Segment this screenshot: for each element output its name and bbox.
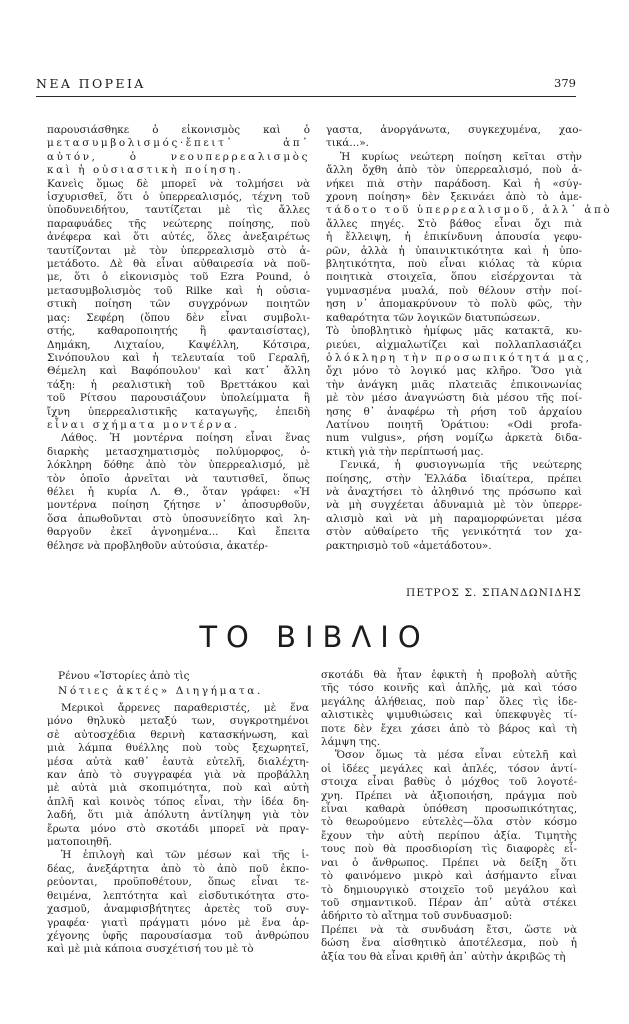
text-line: τὸ δημιουργικὸ στοιχεῖο τοῦ μεγάλου καὶ <box>321 883 577 896</box>
text-line: μεγάλης ἀλήθειας, ποὺ παρ᾽ ὅλες τὶς ἰδε- <box>321 695 577 708</box>
text-line: ὅσα ἀπωθοῦνται στὸ ὑποσυνείδητο καὶ λη- <box>47 512 310 525</box>
text-line: θέλει ἡ κυρία Λ. Θ., ὅταν γράφει: «Ἡ <box>47 485 310 498</box>
text-line: Ὅσον ὅμως τὰ μέσα εἶναι εὐτελῆ καὶ <box>335 749 577 762</box>
text-line: Λατίνου ποιητῆ Ὁράτιου: «Odi profa- <box>326 418 582 431</box>
text-line: καθαρότητα τῶν λογικῶν διατυπώσεων. <box>326 311 541 324</box>
text-line: ἀδήριτο τὸ αἴτημα τοῦ συνδυασμοῦ: <box>321 910 513 923</box>
text-line: λάμψη της. <box>321 736 381 749</box>
text-line: καὶ ἡ οὐσιαστικὴ ποίηση. <box>47 164 244 177</box>
text-line: θαργοῦν ἐκεῖ ἀγνοημένα... Καὶ ἔπειτα <box>47 526 310 539</box>
text-line: γυμνασμένα μυαλά, ποὺ θέλουν στὴν ποί- <box>326 284 582 297</box>
text-line: τὸ φαινόμενο μικρὸ καὶ ἀσήμαντο εἶναι <box>321 870 577 883</box>
text-line: με, ὅτι ὁ εἰκονισμὸς τοῦ Ezra Pound, ὁ <box>47 271 310 284</box>
text-line: ναι ὁ ἄνθρωπος. Πρέπει νὰ δείξη ὅτι <box>321 856 577 869</box>
text-line: Πρέπει νὰ τὰ συνδυάση ἔτσι, ὥστε νὰ <box>321 923 577 936</box>
text-line: στής, καθαροποιητής ἢ φανταισίστας), <box>47 325 310 338</box>
text-line: διαρκὴς μετασχηματισμὸς πολύμορφος, ὁ- <box>47 445 310 458</box>
text-line: τάδοτο τοῦ ὑπερρεαλισμοῦ, ἀλλ᾽ ἀπὸ <box>326 204 613 217</box>
text-line: μετασυμβολισμὸς τοῦ Rilke καὶ ἡ οὐσια- <box>47 284 310 297</box>
page-number: 379 <box>554 76 576 90</box>
running-title: ΝΕΑ ΠΟΡΕΙΑ <box>36 76 146 91</box>
text-line: ἴχνη ὑπερρεαλιστικῆς καταγωγῆς, ἐπειδὴ <box>47 405 310 418</box>
text-line: χνη. Πρέπει νὰ ἀξιοποιήση, πράγμα ποὺ <box>321 789 577 802</box>
text-line: στοιχα εἶναι βαθὺς ὁ μόχθος τοῦ λογοτέ- <box>321 776 577 789</box>
text-line: σὲ αὐτοσχέδια θερινὴ κατασκήνωση, καὶ <box>47 728 309 741</box>
text-line: Κανεὶς ὅμως δὲ μπορεῖ νὰ τολμήσει νὰ <box>47 177 310 190</box>
text-line: οἱ ἰδέες μεγάλες καὶ ἁπλές, τόσον ἀντί- <box>321 762 577 775</box>
text-line: καὶ μὲ μιὰ κάποια συσχέτισή του μὲ τὸ <box>47 943 254 956</box>
text-line: παραφυάδες τῆς νεώτερης ποίησης, ποὺ <box>47 217 310 230</box>
text-line: μὲ τὸν μέσο ἀναγνώστη διὰ μέσου τῆς ποί- <box>326 392 582 405</box>
text-line: στὸν αὐθαίρετο τῆς γενικότητά τον χα- <box>326 526 582 539</box>
text-line: στικὴ ποίηση τῶν συγχρόνων ποιητῶν <box>47 298 310 311</box>
text-line: ἔρωτα μόνο στὸ σκοτάδι μπορεῖ νὰ πραγ- <box>47 822 309 835</box>
text-line: ἡ ἔλλειψη, ἡ ἐπικίνδυνη ἀπουσία γεφυ- <box>326 231 582 244</box>
section-title: ΤΟ ΒΙΒΛΙΟ <box>199 620 430 654</box>
text-line: ρεύονται, προϋποθέτουν, ὅπως εἶναι τε- <box>47 876 309 889</box>
header-rule <box>36 96 576 97</box>
review-heading-line: Νότιες ἀκτές» Διηγήματα. <box>58 685 264 697</box>
text-line: τῆς τόσο κοινῆς καὶ ἁπλῆς, μὰ καὶ τόσο <box>321 682 577 695</box>
text-line: σκοτάδι θὰ ἦταν ἐφικτὴ ἡ προβολὴ αὐτῆς <box>321 669 577 681</box>
text-line: λαδή, ὅτι μιὰ ἀπόλυτη ἀντίληψη γιὰ τὸν <box>47 809 309 822</box>
text-line: μόνο θηλυκὸ μεταξύ των, συγκροτημένοι <box>47 715 309 728</box>
article-right-column <box>326 124 613 553</box>
text-line: τὸ θεωρούμενο εὐτελὲς—ὅλα στὸν κόσμο <box>321 816 577 829</box>
text-line: Λάθος. Ἡ μοντέρνα ποίηση εἶναι ἕνας <box>61 432 310 445</box>
text-line: εἶναι σχήματα μοντέρνα. <box>47 418 240 431</box>
text-line: ὄχι μόνο τὸ λογικό μας κλῆρο. Ὅσο γιὰ <box>326 365 582 378</box>
text-line: θειμένα, λεπτότητα καὶ εἰσδυτικότητα στο- <box>47 889 309 902</box>
text-line: μιὰ λάμπα θυέλλης ποὺ τοὺς ξεχωρητεῖ, <box>47 742 309 755</box>
text-line: δώση ἕνα αἰσθητικὸ ἀποτέλεσμα, ποὺ ἡ <box>321 937 577 950</box>
text-line: ἄλλη ὄχθη ἀπὸ τὸν ὑπερρεαλισμό, ποὺ ἀ- <box>326 164 582 177</box>
review-left-column <box>47 702 309 957</box>
text-line: τὴν ἀνάγκη μιᾶς πλατειᾶς ἐπικοινωνίας <box>326 378 582 391</box>
text-line: αὐτόν, ὁ νεουπερρεαλισμὸς <box>47 150 310 163</box>
text-line: χέγονης ὑφῆς παρουσίασμα τοῦ ἀνθρώπου <box>47 929 309 942</box>
text-line: χρονη ποίηση» δὲν ξεκινάει ἀπὸ τὸ ἀμε- <box>326 191 582 204</box>
review-heading <box>58 669 304 699</box>
text-line: Σινόπουλου καὶ ἡ τελευταία τοῦ Γεραλῆ, <box>47 351 310 364</box>
text-line: τάξη: ἡ ρεαλιστικὴ τοῦ Βρεττάκου καὶ <box>47 378 310 391</box>
text-line: μέσα αὐτὰ καθ᾽ ἑαυτὰ εὐτελῆ, διαλέχτη- <box>47 755 309 768</box>
text-line: ρακτηρισμὸ τοῦ «ἀμετάδοτου». <box>326 539 492 552</box>
text-line: ἔχουν τὴν αὐτὴ περίπου ἀξία. Τιμητὴς <box>321 829 577 842</box>
text-line: Ἡ κυρίως νεώτερη ποίηση κεῖται στὴν <box>340 150 582 163</box>
text-line: ἀνέφερα καὶ ὅτι αὐτές, ὅλες ἀνεξαιρέτως <box>47 231 310 244</box>
text-line: μοντέρνα ποίηση ζήτησε ν᾽ ἀποσυρθοῦν, <box>47 499 310 512</box>
text-line: ποιητικὰ στοιχεῖα, ὅπου εἰσέρχονται τὰ <box>326 271 582 284</box>
text-line: ρῶν, ἀλλὰ ἡ ὑπαινικτικότητα καὶ ἡ ὑπο- <box>326 244 582 257</box>
text-line: νὰ ἀναχτήσει τὸ ἀληθινό της πρόσωπο καὶ <box>326 485 582 498</box>
text-line: νήκει πιὰ στὴν παράδοση. Καὶ ἡ «σύγ- <box>326 177 582 190</box>
text-line: δέας, ἀνεξάρτητα ἀπὸ τὸ ἀπὸ ποῦ ἐκπο- <box>47 862 309 875</box>
text-line: ταυτίζονται μὲ τὸν ὑπερρεαλισμὸ στὸ ἀ- <box>47 244 310 257</box>
text-line: θέλησε νὰ προβληθοῦν αὐτούσια, ἀκατέρ- <box>47 539 269 552</box>
text-line: κτικὴ γιὰ τὴν περίπτωσή μας. <box>326 445 484 458</box>
text-line: γραφέα· γιατὶ πράγματι μόνο μὲ ἕνα ἀρ- <box>47 916 309 929</box>
text-line: τικά...». <box>326 137 369 150</box>
text-line: ηση ν᾽ ἀπομακρύνουν τὸ πολὺ φῶς, τὴν <box>326 298 582 311</box>
running-head <box>36 76 576 92</box>
text-line: ματοποιηθῆ. <box>47 836 112 849</box>
author-signature: ΠΕΤΡΟΣ Σ. ΣΠΑΝΔΩΝΙΔΗΣ <box>406 587 582 599</box>
text-line: χασμοῦ, ἀναμφισβήτητες ἀρετὲς τοῦ συγ- <box>47 903 309 916</box>
text-line: αλιστικὲς ψιμυθιώσεις καὶ ὑπεκφυγὲς τί- <box>321 709 577 722</box>
text-line: μας: Σεφέρη (ὅπου δὲν εἶναι συμβολι- <box>47 311 310 324</box>
text-line: Ἡ ἐπιλογὴ καὶ τῶν μέσων καὶ τῆς ἰ- <box>61 849 309 862</box>
text-line: καν ἀπὸ τὸ συγγραφέα γιὰ νὰ προβάλλη <box>47 769 309 782</box>
text-line: Θέμελη καὶ Βαφόπουλου' καὶ κατ᾽ ἄλλη <box>47 365 310 378</box>
text-line: μετασυμβολισμός·ἔπειτ᾽ ἀπ᾽ <box>47 137 310 150</box>
text-line: Γενικά, ἡ φυσιογνωμία τῆς νεώτερης <box>340 459 582 472</box>
text-line: ἀξία του θὰ εἶναι κριθῆ ἀπ᾽ αὐτὴν ἀκριβῶς τὴ <box>321 950 566 963</box>
text-line: ησης θ᾽ ἀναφέρω τὴ ρήση τοῦ ἀρχαίου <box>326 405 582 418</box>
text-line: μετάδοτο. Δὲ θὰ εἶναι αὐθαιρεσία νὰ ποῦ- <box>47 258 310 271</box>
review-right-column <box>321 669 577 964</box>
text-line: Δημάκη, Λιχταίου, Καψέλλη, Κότσιρα, <box>47 338 310 351</box>
text-line: λόκληρη δόθηε ἀπὸ τὸν ὑπερρεαλισμό, μὲ <box>47 459 310 472</box>
review-heading-line: Ρένου «Ἱστορίες ἀπὸ τὶς <box>58 670 190 682</box>
text-line: παρουσιάσθηκε ὁ εἰκονισμὸς καὶ ὁ <box>47 124 310 136</box>
text-line: ποίησης, στὴν Ἑλλάδα ἰδιαίτερα, πρέπει <box>326 472 582 485</box>
text-line: τοῦ Ρίτσου παρουσιάζουν ὑπολείμματα ἢ <box>47 392 310 405</box>
article-left-column <box>47 124 310 553</box>
text-line: ὑποδυνειδήτου, ταυτίζεται μὲ τὶς ἄλλες <box>47 204 310 217</box>
text-line: τους ποὺ θὰ προσδιορίση τὶς διαφορὲς εἶ- <box>321 843 577 856</box>
text-line: μὲ αὐτὰ μιὰ σκοπιμότητα, ποὺ καὶ αὐτὴ <box>47 782 309 795</box>
text-line: εἶναι καθαρὰ ὑπόθεση προσωπικότητας, <box>321 803 577 816</box>
text-line: ριεύει, αἰχμαλωτίζει καὶ πολλαπλασιάζει <box>326 338 582 351</box>
text-line: Τὸ ὑποβλητικὸ ἡμίφως μᾶς κατακτᾶ, κυ- <box>326 325 582 338</box>
text-line: ἰσχυρισθεῖ, ὅτι ὁ ὑπερρεαλισμός, τέχνη τοῦ <box>47 191 310 204</box>
text-line: Μερικοὶ ἄρρενες παραθεριστές, μὲ ἕνα <box>61 702 309 714</box>
text-line: τοῦ σημαντικοῦ. Πέραν ἀπ᾽ αὐτὰ στέκει <box>321 896 577 909</box>
text-line: ἄλλες πηγές. Στὸ βάθος εἶναι ὄχι πιὰ <box>326 217 582 230</box>
text-line: τὸν ὁποῖο ἀρνεῖται νὰ ταυτισθεῖ, ὅπως <box>47 472 310 485</box>
text-line: ὁλόκληρη τὴν προσωπικότητά μας, <box>326 351 592 364</box>
text-line: ποτε δὲν ἔχει χάσει ἀπὸ τὸ βάρος καὶ τὴ <box>321 722 577 735</box>
text-line: νὰ μὴ συγχέεται ἀδυναμιὰ μὲ τὸν ὑπερρε- <box>326 499 582 512</box>
text-line: βλητικότητα, ποὺ εἶναι κιόλας τὰ κύρια <box>326 258 582 271</box>
text-line: ἁπλῆ καὶ κοινὸς τόπος εἶναι, τὴν ἰδέα δη- <box>47 795 309 808</box>
text-line: αλισμὸ καὶ νὰ μὴ παραμορφώνεται μέσα <box>326 512 582 525</box>
text-line: num vulgus», ρήση νομίζω ἀρκετὰ διδα- <box>326 432 582 445</box>
text-line: γαστα, ἀνοργάνωτα, συγκεχυμένα, χαο- <box>326 124 582 136</box>
